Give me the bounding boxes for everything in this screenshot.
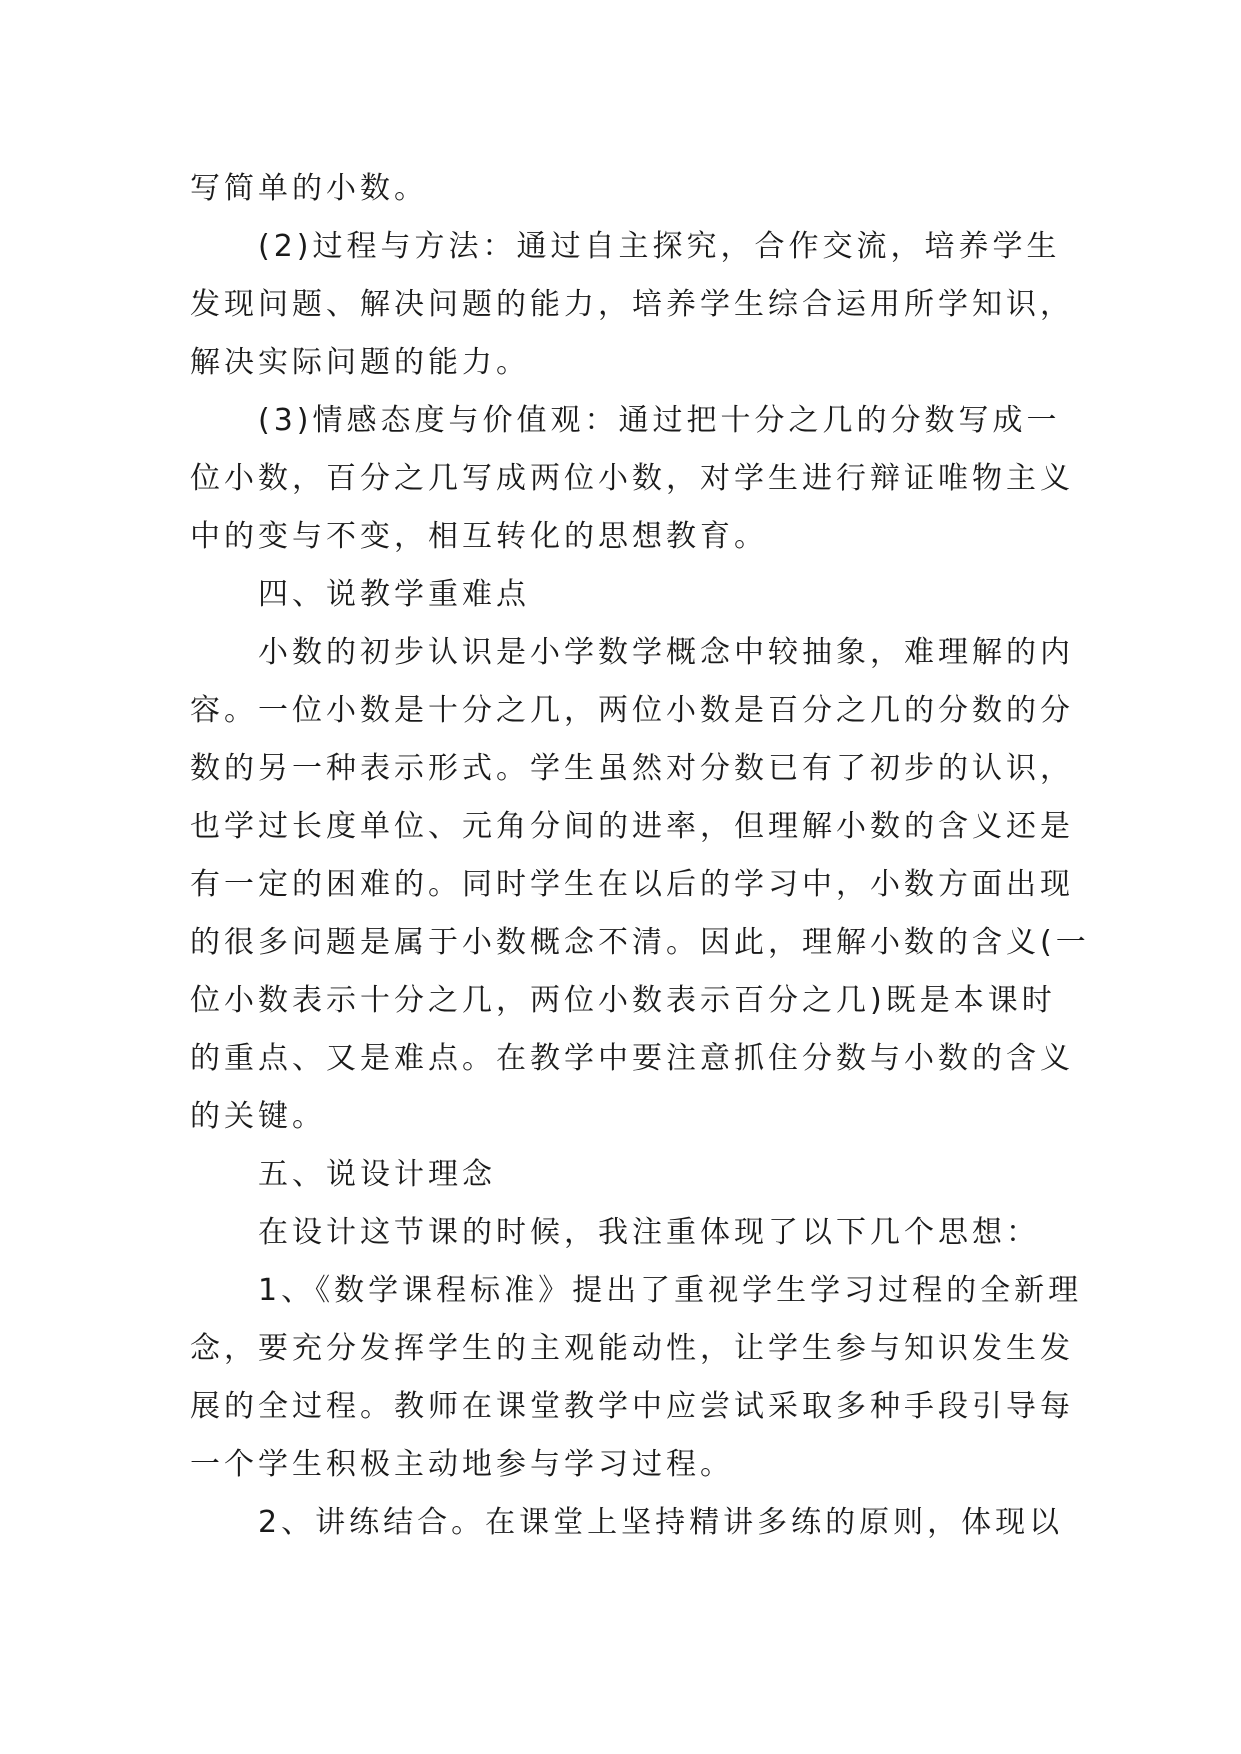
text-line: (3)情感态度与价值观：通过把十分之几的分数写成一 bbox=[190, 403, 1061, 438]
text-line: 1、《数学课程标准》提出了重视学生学习过程的全新理 bbox=[190, 1273, 1083, 1308]
text-line: 的重点、又是难点。在教学中要注意抓住分数与小数的含义 bbox=[190, 1041, 1074, 1076]
text-line: (2)过程与方法：通过自主探究，合作交流，培养学生 bbox=[190, 229, 1061, 264]
text-line: 有一定的困难的。同时学生在以后的学习中，小数方面出现 bbox=[190, 867, 1074, 902]
text-line: 2、讲练结合。在课堂上坚持精讲多练的原则，体现以 bbox=[190, 1505, 1064, 1540]
paragraph-item-1 bbox=[190, 1262, 1083, 1494]
text-line: 数的另一种表示形式。学生虽然对分数已有了初步的认识， bbox=[190, 751, 1074, 786]
text-line: 位小数，百分之几写成两位小数，对学生进行辩证唯物主义 bbox=[190, 461, 1074, 496]
paragraph-continuation bbox=[190, 160, 1066, 218]
paragraph-design-intro bbox=[190, 1204, 1066, 1262]
text-line: 发现问题、解决问题的能力，培养学生综合运用所学知识， bbox=[190, 287, 1074, 322]
text-line: 小数的初步认识是小学数学概念中较抽象，难理解的内 bbox=[190, 635, 1074, 670]
text-line: 展的全过程。教师在课堂教学中应尝试采取多种手段引导每 bbox=[190, 1389, 1074, 1424]
text-line: 在设计这节课的时候，我注重体现了以下几个思想： bbox=[190, 1215, 1040, 1250]
section-heading-design-concept bbox=[190, 1146, 1066, 1204]
text-line: 也学过长度单位、元角分间的进率，但理解小数的含义还是 bbox=[190, 809, 1074, 844]
text-line: 写简单的小数。 bbox=[190, 171, 428, 206]
text-line: 中的变与不变，相互转化的思想教育。 bbox=[190, 519, 768, 554]
text-line: 位小数表示十分之几，两位小数表示百分之几)既是本课时 bbox=[190, 983, 1056, 1018]
section-heading-key-points bbox=[190, 566, 1066, 624]
paragraph-key-points bbox=[190, 624, 1090, 1146]
paragraph-emotion-values bbox=[190, 392, 1074, 566]
heading-line: 四、说教学重难点 bbox=[190, 577, 530, 612]
text-line: 的关键。 bbox=[190, 1099, 326, 1134]
document-page bbox=[190, 160, 1090, 1552]
text-line: 容。一位小数是十分之几，两位小数是百分之几的分数的分 bbox=[190, 693, 1074, 728]
paragraph-process-method bbox=[190, 218, 1074, 392]
text-line: 的很多问题是属于小数概念不清。因此，理解小数的含义(一 bbox=[190, 925, 1090, 960]
text-line: 解决实际问题的能力。 bbox=[190, 345, 530, 380]
text-line: 一个学生积极主动地参与学习过程。 bbox=[190, 1447, 734, 1482]
heading-line: 五、说设计理念 bbox=[190, 1157, 496, 1192]
text-line: 念，要充分发挥学生的主观能动性，让学生参与知识发生发 bbox=[190, 1331, 1074, 1366]
paragraph-item-2 bbox=[190, 1494, 1066, 1552]
